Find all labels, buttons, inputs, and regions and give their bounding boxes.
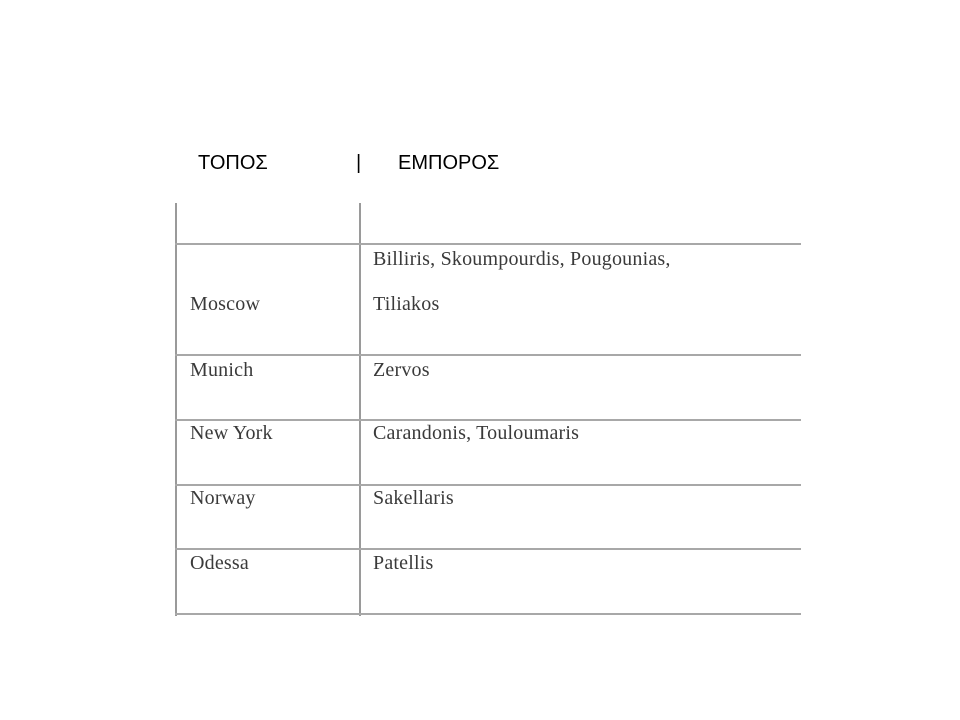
row-divider: [175, 354, 801, 356]
table-cell-merchants: Zervos: [373, 359, 430, 381]
table-left-border: [175, 203, 177, 616]
row-divider: [175, 419, 801, 421]
row-divider: [175, 548, 801, 550]
table-cell-place: Munich: [190, 359, 254, 381]
table-cell-place: Moscow: [190, 293, 261, 315]
table-column-divider: [359, 203, 361, 616]
table-cell-merchants: Sakellaris: [373, 487, 454, 509]
table-cell-merchants: Carandonis, Touloumaris: [373, 422, 580, 444]
table-cell-merchants: Billiris, Skoumpourdis, Pougounias,: [373, 248, 671, 270]
merchants-table: [173, 203, 801, 616]
row-divider: [175, 484, 801, 486]
heading-merchant: ΕΜΠΟΡΟΣ: [398, 152, 500, 174]
heading-separator: |: [356, 152, 362, 174]
heading-place: ΤΟΠΟΣ: [198, 152, 268, 174]
row-divider: [175, 613, 801, 615]
row-divider: [175, 243, 801, 245]
table-cell-place: Odessa: [190, 552, 249, 574]
table-cell-merchants: Patellis: [373, 552, 434, 574]
table-cell-place: Norway: [190, 487, 256, 509]
table-cell-merchants-continued: Tiliakos: [373, 293, 440, 315]
table-cell-place: New York: [190, 422, 273, 444]
